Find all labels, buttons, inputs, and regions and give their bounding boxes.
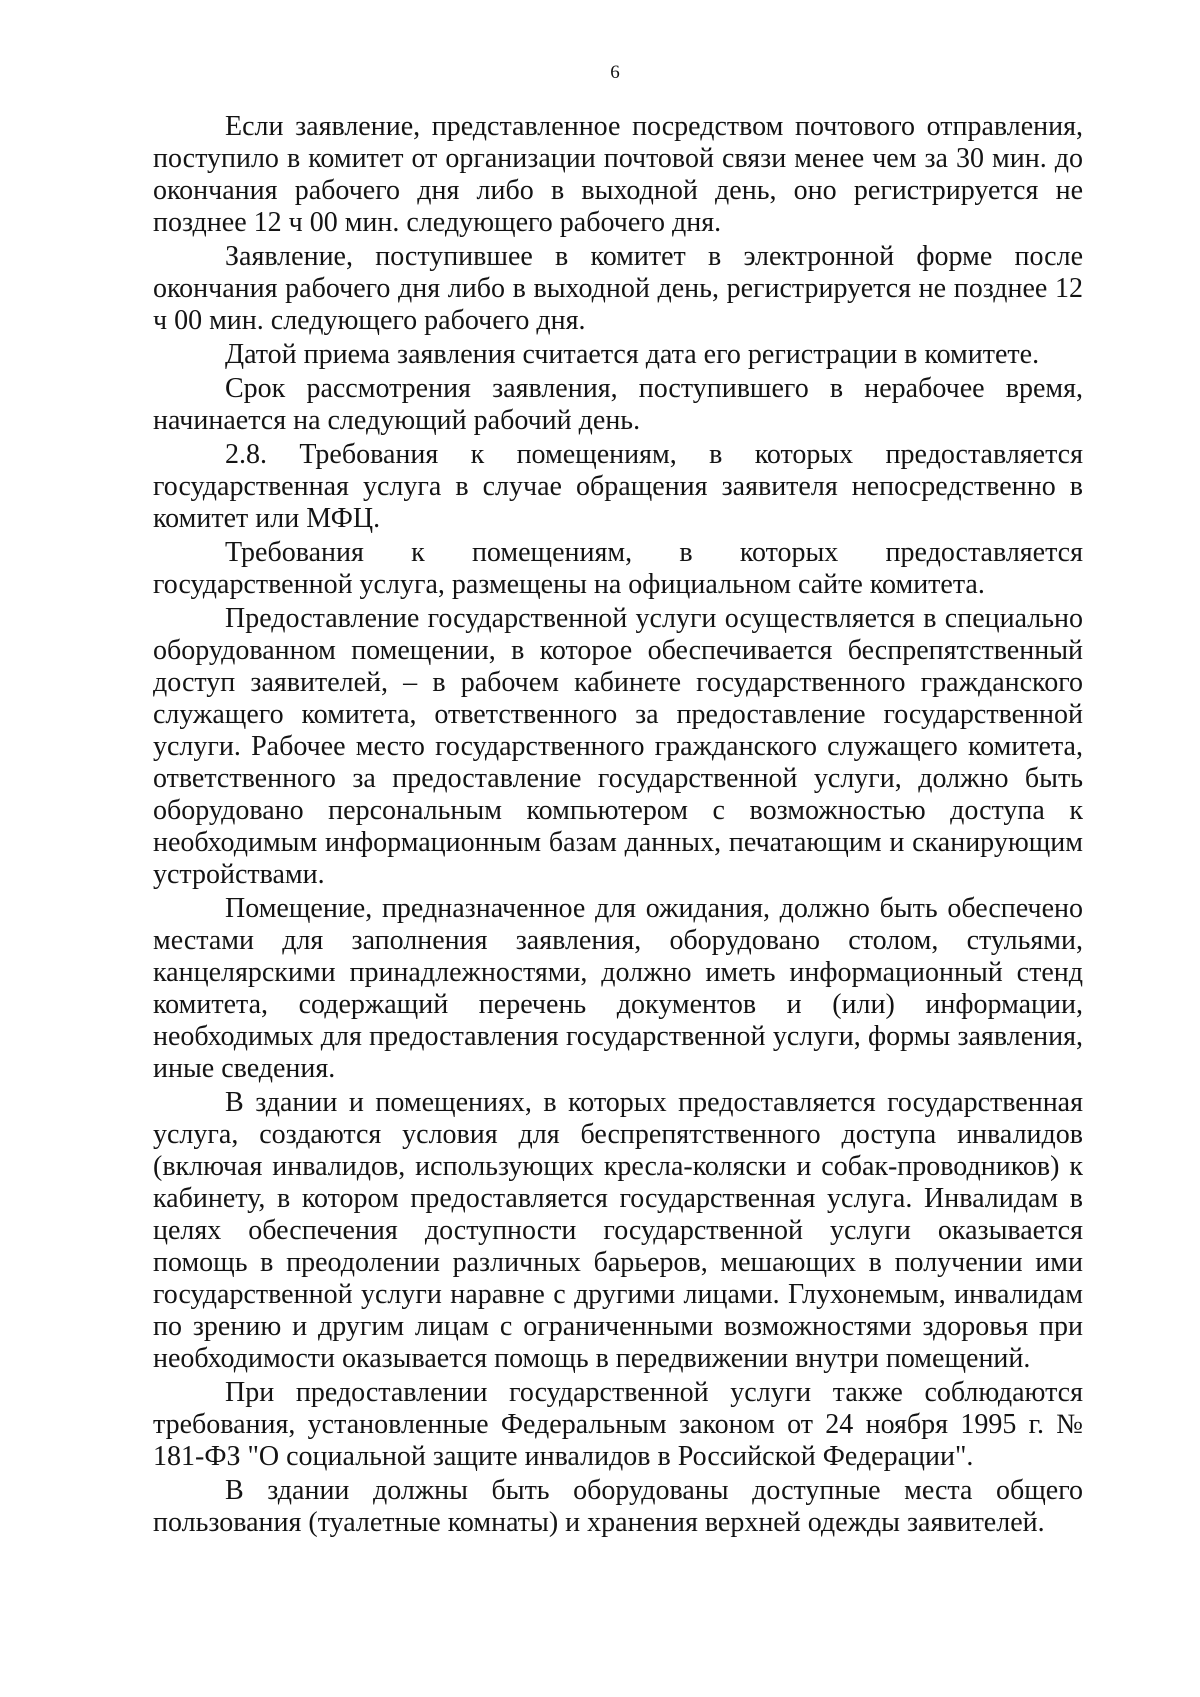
paragraph-public-facilities: В здании должны быть оборудованы доступные места общего пользования (туалетные комнаты) и хранения верхней одежды заявителей. [153, 1475, 1083, 1538]
paragraph-postal-registration: Если заявление, представленное посредством почтового отправления, поступило в комитет от организации почтовой связи менее чем за 30 мин. до окончания рабочего дня либо в выходной день, оно регистрируется не позднее 12 ч 00 мин. следующего рабочего дня. [153, 111, 1083, 238]
body-text [153, 111, 1083, 1541]
paragraph-receipt-date: Датой приема заявления считается дата его регистрации в комитете. [225, 339, 1040, 370]
paragraph-federal-law: При предоставлении государственной услуги также соблюдаются требования, установленные Федеральным законом от 24 ноября 1995 г. № 181-ФЗ "О социальной защите инвалидов в Российской Федерации". [153, 1377, 1083, 1472]
page-number: 6 [610, 62, 620, 83]
paragraph-service-room: Предоставление государственной услуги осуществляется в специально оборудованном помещении, в которое обеспечивается беспрепятственный доступ заявителей, – в рабочем кабинете государственного гражданского служащего комитета, ответственного за предоставление государственной услуги. Рабочее место государственного гражданского служащего комитета, ответственного за предоставление государственной услуги, должно быть оборудовано персональным компьютером с возможностью доступа к необходимым информационным базам данных, печатающим и сканирующим устройствами. [153, 603, 1083, 890]
paragraph-review-period: Срок рассмотрения заявления, поступившего в нерабочее время, начинается на следующий рабочий день. [153, 373, 1083, 436]
paragraph-electronic-registration: Заявление, поступившее в комитет в электронной форме после окончания рабочего дня либо в выходной день, регистрируется не позднее 12 ч 00 мин. следующего рабочего дня. [153, 241, 1083, 336]
paragraph-waiting-room: Помещение, предназначенное для ожидания, должно быть обеспечено местами для заполнения заявления, оборудовано столом, стульями, канцелярскими принадлежностями, должно иметь информационный стенд комитета, содержащий перечень документов и (или) информации, необходимых для предоставления государственной услуги, формы заявления, иные сведения. [153, 893, 1083, 1084]
paragraph-section-2-8: 2.8. Требования к помещениям, в которых предоставляется государственная услуга в случае обращения заявителя непосредственно в комитет или МФЦ. [153, 439, 1083, 534]
paragraph-accessibility: В здании и помещениях, в которых предоставляется государственная услуга, создаются условия для беспрепятственного доступа инвалидов (включая инвалидов, использующих кресла-коляски и собак-проводников) к кабинету, в котором предоставляется государственная услуга. Инвалидам в целях обеспечения доступности государственной услуги оказывается помощь в преодолении различных барьеров, мешающих в получении ими государственной услуги наравне с другими лицами. Глухонемым, инвалидам по зрению и другим лицам с ограниченными возможностями здоровья при необходимости оказывается помощь в передвижении внутри помещений. [153, 1087, 1083, 1374]
paragraph-requirements-website: Требования к помещениям, в которых предоставляется государственной услуга, размещены на официальном сайте комитета. [153, 537, 1083, 600]
